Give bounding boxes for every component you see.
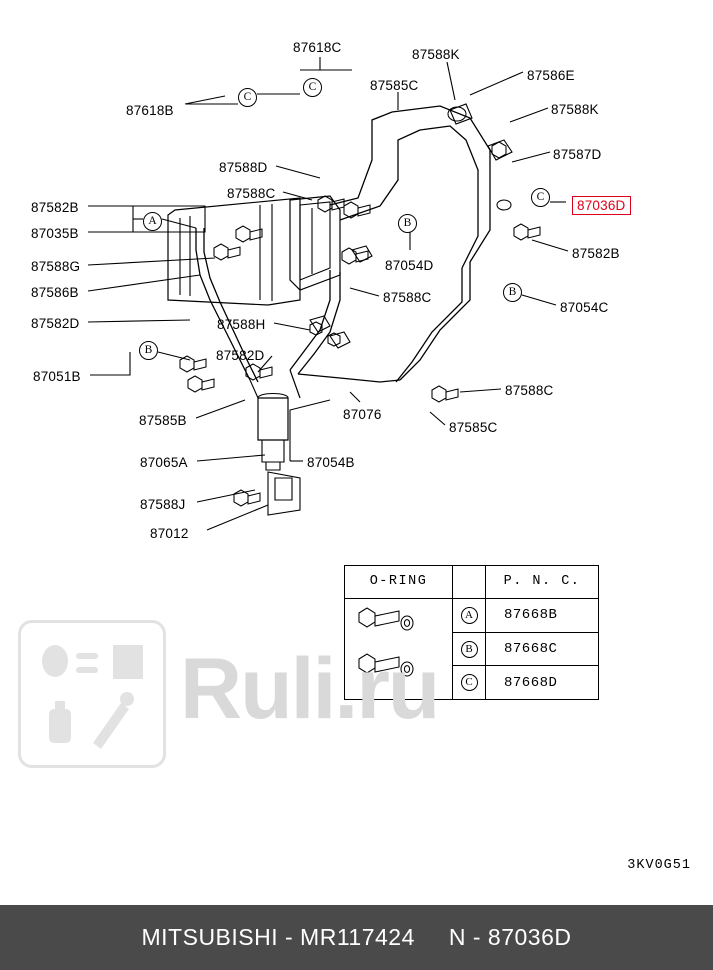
oring-marker-c: C	[303, 78, 322, 97]
footer-brand: MITSUBISHI - MR117424	[141, 924, 415, 950]
watermark-text: Ruli.ru	[180, 641, 439, 737]
part-label: 87582B	[31, 200, 79, 215]
part-label: 87054D	[385, 258, 434, 273]
part-label: 87588K	[551, 102, 599, 117]
part-label: 87051B	[33, 369, 81, 384]
part-label: 87582D	[216, 348, 265, 363]
part-label: 87588C	[383, 290, 432, 305]
part-label: 87065A	[140, 455, 188, 470]
part-label: 87582D	[31, 316, 80, 331]
oring-marker-c: C	[531, 188, 550, 207]
oring-pnc: 87668C	[504, 641, 558, 657]
part-label-highlighted: 87036D	[572, 196, 631, 215]
oring-col-header: O-RING	[345, 566, 453, 598]
oring-pnc: 87668D	[504, 674, 558, 691]
oring-marker-b: B	[398, 214, 417, 233]
oring-marker-b: B	[139, 341, 158, 360]
part-label: 87587D	[553, 147, 602, 162]
part-label: 87588D	[219, 160, 268, 175]
part-label: 87588J	[140, 497, 186, 512]
part-label: 87054C	[560, 300, 609, 315]
oring-marker-b: B	[503, 283, 522, 302]
oring-row	[453, 599, 598, 633]
oring-row	[453, 666, 598, 699]
oring-row	[453, 633, 598, 667]
part-label: 87054B	[307, 455, 355, 470]
part-label: 87588C	[505, 383, 554, 398]
pnc-col-header: P. N. C.	[503, 574, 581, 589]
part-label: 87035B	[31, 226, 79, 241]
part-label: 87585B	[139, 413, 187, 428]
part-label: 87588G	[31, 259, 81, 274]
part-label: 87585C	[370, 78, 419, 93]
oring-key: B	[453, 633, 486, 666]
part-label: 87585C	[449, 420, 498, 435]
part-label: 87586E	[527, 68, 575, 83]
part-label: 87586B	[31, 285, 79, 300]
oring-key: A	[453, 599, 486, 632]
oring-marker-c: C	[238, 88, 257, 107]
oring-pnc: 87668B	[504, 607, 558, 624]
watermark-logo	[18, 620, 166, 768]
part-label: 87618B	[126, 103, 174, 118]
part-label: 87618C	[293, 40, 342, 55]
oring-marker-a: A	[143, 212, 162, 231]
part-label: 87582B	[572, 246, 620, 261]
oring-key-col-header	[453, 566, 486, 598]
part-label: 87076	[343, 407, 382, 422]
footer-bar	[0, 905, 713, 970]
part-label: 87588C	[227, 186, 276, 201]
diagram-code: 3KV0G51	[627, 858, 691, 873]
part-label: 87588K	[412, 47, 460, 62]
footer-part: N - 87036D	[448, 924, 572, 950]
oring-key: C	[453, 666, 486, 699]
part-label: 87588H	[217, 317, 266, 332]
part-label: 87012	[150, 526, 189, 541]
